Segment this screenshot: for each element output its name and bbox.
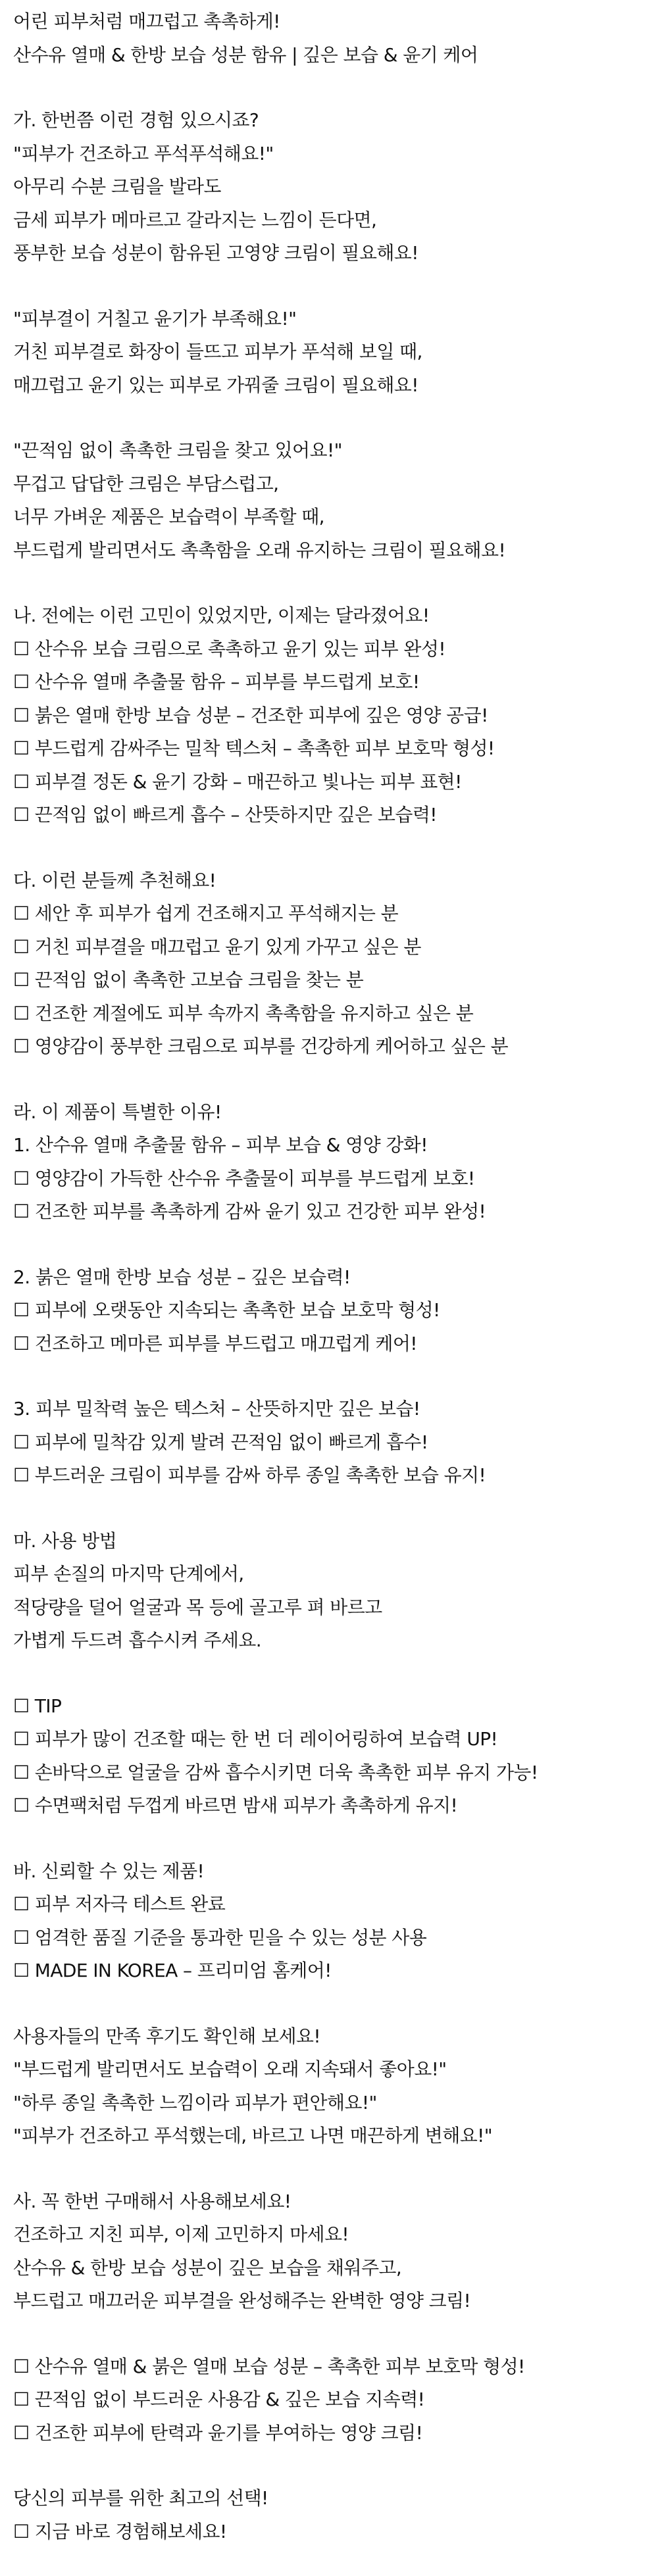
section-sa — [13, 2185, 645, 2318]
section-ra-2 — [13, 1261, 645, 1361]
section-ga-3 — [13, 434, 645, 567]
checklist-item: ☐ 피부결 정돈 & 윤기 강화 – 매끈하고 빛나는 피부 표현! — [13, 770, 462, 793]
section-reviews — [13, 2020, 645, 2153]
spacer — [13, 1229, 645, 1261]
text-line: 부드럽게 발리면서도 촉촉함을 오래 유지하는 크림이 필요해요! — [13, 539, 506, 561]
spacer — [13, 1658, 645, 1690]
section-summary — [13, 2350, 645, 2450]
checklist-item: ☐ 피부에 밀착감 있게 발려 끈적임 없이 빠르게 흡수! — [13, 1431, 428, 1453]
checklist-item: ☐ 손바닥으로 얼굴을 감싸 흡수시키면 더욱 촉촉한 피부 유지 가능! — [13, 1761, 538, 1783]
spacer — [13, 1064, 645, 1096]
spacer — [13, 2318, 645, 2350]
checklist-item: ☐ 엄격한 품질 기준을 통과한 믿을 수 있는 성분 사용 — [13, 1926, 427, 1948]
text-line: 피부 손질의 마지막 단계에서, — [13, 1563, 244, 1585]
checklist-item: ☐ 산수유 열매 추출물 함유 – 피부를 부드럽게 보호! — [13, 671, 420, 693]
review-quote: "하루 종일 촉촉한 느낌이라 피부가 편안해요!" — [13, 2091, 377, 2114]
spacer — [13, 402, 645, 434]
section-heading: 라. 이 제품이 특별한 이유! — [13, 1101, 222, 1123]
section-ma — [13, 1525, 645, 1658]
checklist-item: ☐ 붉은 열매 한방 보습 성분 – 건조한 피부에 깊은 영양 공급! — [13, 704, 488, 726]
checklist-item: ☐ 건조하고 메마른 피부를 부드럽고 매끄럽게 케어! — [13, 1332, 417, 1354]
numbered-point: 1. 산수유 열매 추출물 함유 – 피부 보습 & 영양 강화! — [13, 1134, 428, 1156]
checklist-item: ☐ 수면팩처럼 두껍게 바르면 밤새 피부가 촉촉하게 유지! — [13, 1795, 458, 1816]
closing-heading: 당신의 피부를 위한 최고의 선택! — [13, 2487, 268, 2509]
quote-line: "끈적임 없이 촉촉한 크림을 찾고 있어요!" — [13, 439, 342, 461]
intro-block — [13, 5, 645, 72]
text-line: 거친 피부결로 화장이 들뜨고 피부가 푸석해 보일 때, — [13, 341, 422, 362]
text-line: 부드럽고 매끄러운 피부결을 완성해주는 완벽한 영양 크림! — [13, 2290, 471, 2312]
section-ra-3 — [13, 1393, 645, 1493]
spacer — [13, 1360, 645, 1393]
section-heading: 사. 꼭 한번 구매해서 사용해보세요! — [13, 2190, 291, 2212]
checklist-item: ☐ 부드럽게 감싸주는 밀착 텍스처 – 촉촉한 피부 보호막 형성! — [13, 737, 495, 759]
section-heading: 마. 사용 방법 — [13, 1529, 117, 1552]
checklist-item: ☐ 건조한 계절에도 피부 속까지 촉촉함을 유지하고 싶은 분 — [13, 1002, 474, 1024]
text-line: 가볍게 두드려 흡수시켜 주세요. — [13, 1629, 262, 1651]
section-ga — [13, 104, 645, 270]
checklist-item: ☐ 건조한 피부에 탄력과 윤기를 부여하는 영양 크림! — [13, 2421, 423, 2444]
text-line: 금세 피부가 메마르고 갈라지는 느낌이 든다면, — [13, 209, 377, 231]
section-ga-2 — [13, 303, 645, 403]
call-to-action: ☐ 지금 바로 경험해보세요! — [13, 2520, 227, 2542]
checklist-item: ☐ 피부 저자극 테스트 완료 — [13, 1893, 226, 1915]
spacer — [13, 72, 645, 104]
text-line: 건조하고 지친 피부, 이제 고민하지 마세요! — [13, 2223, 349, 2245]
review-quote: "피부가 건조하고 푸석했는데, 바르고 나면 매끈하게 변해요!" — [13, 2125, 493, 2146]
section-heading: 사용자들의 만족 후기도 확인해 보세요! — [13, 2025, 320, 2047]
checklist-item: ☐ 끈적임 없이 빠르게 흡수 – 산뜻하지만 깊은 보습력! — [13, 804, 437, 826]
checklist-item: ☐ 거친 피부결을 매끄럽고 윤기 있게 가꾸고 싶은 분 — [13, 935, 421, 958]
checklist-item: ☐ 산수유 보습 크림으로 촉촉하고 윤기 있는 피부 완성! — [13, 637, 445, 660]
text-line: 무겁고 답답한 크림은 부담스럽고, — [13, 472, 279, 495]
section-heading: 가. 한번쯤 이런 경험 있으시죠? — [13, 109, 259, 131]
section-ba — [13, 1855, 645, 1988]
checklist-item: ☐ 영양감이 풍부한 크림으로 피부를 건강하게 케어하고 싶은 분 — [13, 1035, 509, 1057]
review-quote: "부드럽게 발리면서도 보습력이 오래 지속돼서 좋아요!" — [13, 2058, 447, 2080]
text-line: 아무리 수분 크림을 발라도 — [13, 176, 221, 197]
text-line: 적당량을 덜어 얼굴과 목 등에 골고루 펴 바르고 — [13, 1596, 382, 1618]
spacer — [13, 567, 645, 599]
spacer — [13, 2450, 645, 2482]
checklist-item: ☐ MADE IN KOREA – 프리미엄 홈케어! — [13, 1960, 332, 1981]
numbered-point: 3. 피부 밀착력 높은 텍스처 – 산뜻하지만 깊은 보습! — [13, 1398, 420, 1420]
spacer — [13, 2153, 645, 2185]
section-da — [13, 864, 645, 1064]
checklist-item: ☐ 세안 후 피부가 쉽게 건조해지고 푸석해지는 분 — [13, 903, 399, 924]
text-line: 매끄럽고 윤기 있는 피부로 가꿔줄 크림이 필요해요! — [13, 374, 418, 396]
product-description — [13, 5, 645, 2548]
section-heading: 나. 전에는 이런 고민이 있었지만, 이제는 달라졌어요! — [13, 605, 430, 626]
numbered-point: 2. 붉은 열매 한방 보습 성분 – 깊은 보습력! — [13, 1266, 351, 1288]
section-closing — [13, 2482, 645, 2548]
checklist-item: ☐ 끈적임 없이 촉촉한 고보습 크림을 찾는 분 — [13, 969, 364, 991]
section-na — [13, 599, 645, 832]
text-line: 너무 가벼운 제품은 보습력이 부족할 때, — [13, 506, 324, 528]
text-line: 산수유 & 한방 보습 성분이 깊은 보습을 채워주고, — [13, 2256, 402, 2279]
text-line: 풍부한 보습 성분이 함유된 고영양 크림이 필요해요! — [13, 242, 418, 264]
checklist-item: ☐ 끈적임 없이 부드러운 사용감 & 깊은 보습 지속력! — [13, 2389, 425, 2410]
section-heading: 바. 신뢰할 수 있는 제품! — [13, 1860, 205, 1882]
section-ra — [13, 1096, 645, 1229]
spacer — [13, 270, 645, 303]
quote-line: "피부결이 거칠고 윤기가 부족해요!" — [13, 307, 297, 330]
checklist-item: ☐ 피부가 많이 건조할 때는 한 번 더 레이어링하여 보습력 UP! — [13, 1728, 498, 1750]
headline: 어린 피부처럼 매끄럽고 촉촉하게! — [13, 11, 280, 32]
section-heading: 다. 이런 분들께 추천해요! — [13, 869, 216, 891]
quote-line: "피부가 건조하고 푸석푸석해요!" — [13, 142, 274, 164]
section-tip — [13, 1690, 645, 1823]
spacer — [13, 832, 645, 864]
spacer — [13, 1988, 645, 2020]
checklist-item: ☐ 영양감이 가득한 산수유 추출물이 피부를 부드럽게 보호! — [13, 1167, 475, 1189]
checklist-item: ☐ 부드러운 크림이 피부를 감싸 하루 종일 촉촉한 보습 유지! — [13, 1464, 486, 1486]
checklist-item: ☐ 산수유 열매 & 붉은 열매 보습 성분 – 촉촉한 피부 보호막 형성! — [13, 2355, 525, 2377]
spacer — [13, 1493, 645, 1525]
spacer — [13, 1823, 645, 1855]
tip-heading: ☐ TIP — [13, 1695, 62, 1717]
subheadline: 산수유 열매 & 한방 보습 성분 함유 | 깊은 보습 & 윤기 케어 — [13, 43, 478, 66]
checklist-item: ☐ 피부에 오랫동안 지속되는 촉촉한 보습 보호막 형성! — [13, 1299, 440, 1321]
checklist-item: ☐ 건조한 피부를 촉촉하게 감싸 윤기 있고 건강한 피부 완성! — [13, 1201, 486, 1222]
